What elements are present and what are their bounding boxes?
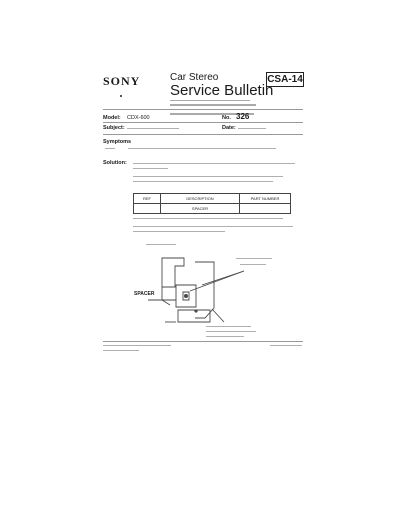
bottom-callout-line-1	[206, 326, 251, 327]
footer-right-text	[270, 345, 302, 346]
symptoms-label: Symptoms	[103, 139, 132, 145]
chassis-bracket-left	[162, 258, 184, 287]
footer-left-line-2	[103, 350, 139, 351]
bottom-callout-line-3	[206, 336, 244, 337]
mount-leader-2	[190, 271, 244, 291]
parts-cell-description: SPACER	[161, 204, 240, 214]
note-leader	[212, 309, 224, 322]
parts-col-description: DESCRIPTION	[161, 194, 240, 204]
spacer-screw-icon	[184, 294, 188, 298]
bulletin-number: 326	[236, 112, 250, 121]
chassis-lower-left	[162, 287, 170, 305]
sony-logo: SONY	[103, 74, 141, 88]
parts-col-ref: REF	[134, 194, 161, 204]
date-label: Date:	[222, 125, 236, 131]
model-label: Model:	[103, 115, 121, 121]
bottom-callout-line-2	[206, 331, 256, 332]
mount-callout-line-1	[236, 258, 272, 259]
parts-col-part-number: PART NUMBER	[240, 194, 291, 204]
model-value: CDX-600	[127, 115, 150, 121]
bulletin-category: Car Stereo	[170, 72, 219, 83]
solution-label: Solution:	[103, 160, 127, 166]
mount-callout-line-2	[240, 264, 266, 265]
bulletin-title: Service Bulletin	[170, 82, 274, 99]
lower-bracket	[178, 310, 210, 322]
subject-label: Subject:	[103, 125, 125, 131]
spacer-callout: SPACER	[134, 291, 155, 297]
footer-rule	[103, 341, 303, 342]
number-label: No.	[222, 115, 231, 121]
mount-screw-icon	[194, 309, 197, 312]
footer-left-line-1	[103, 345, 171, 346]
bulletin-code-box: CSA-14	[267, 74, 303, 85]
